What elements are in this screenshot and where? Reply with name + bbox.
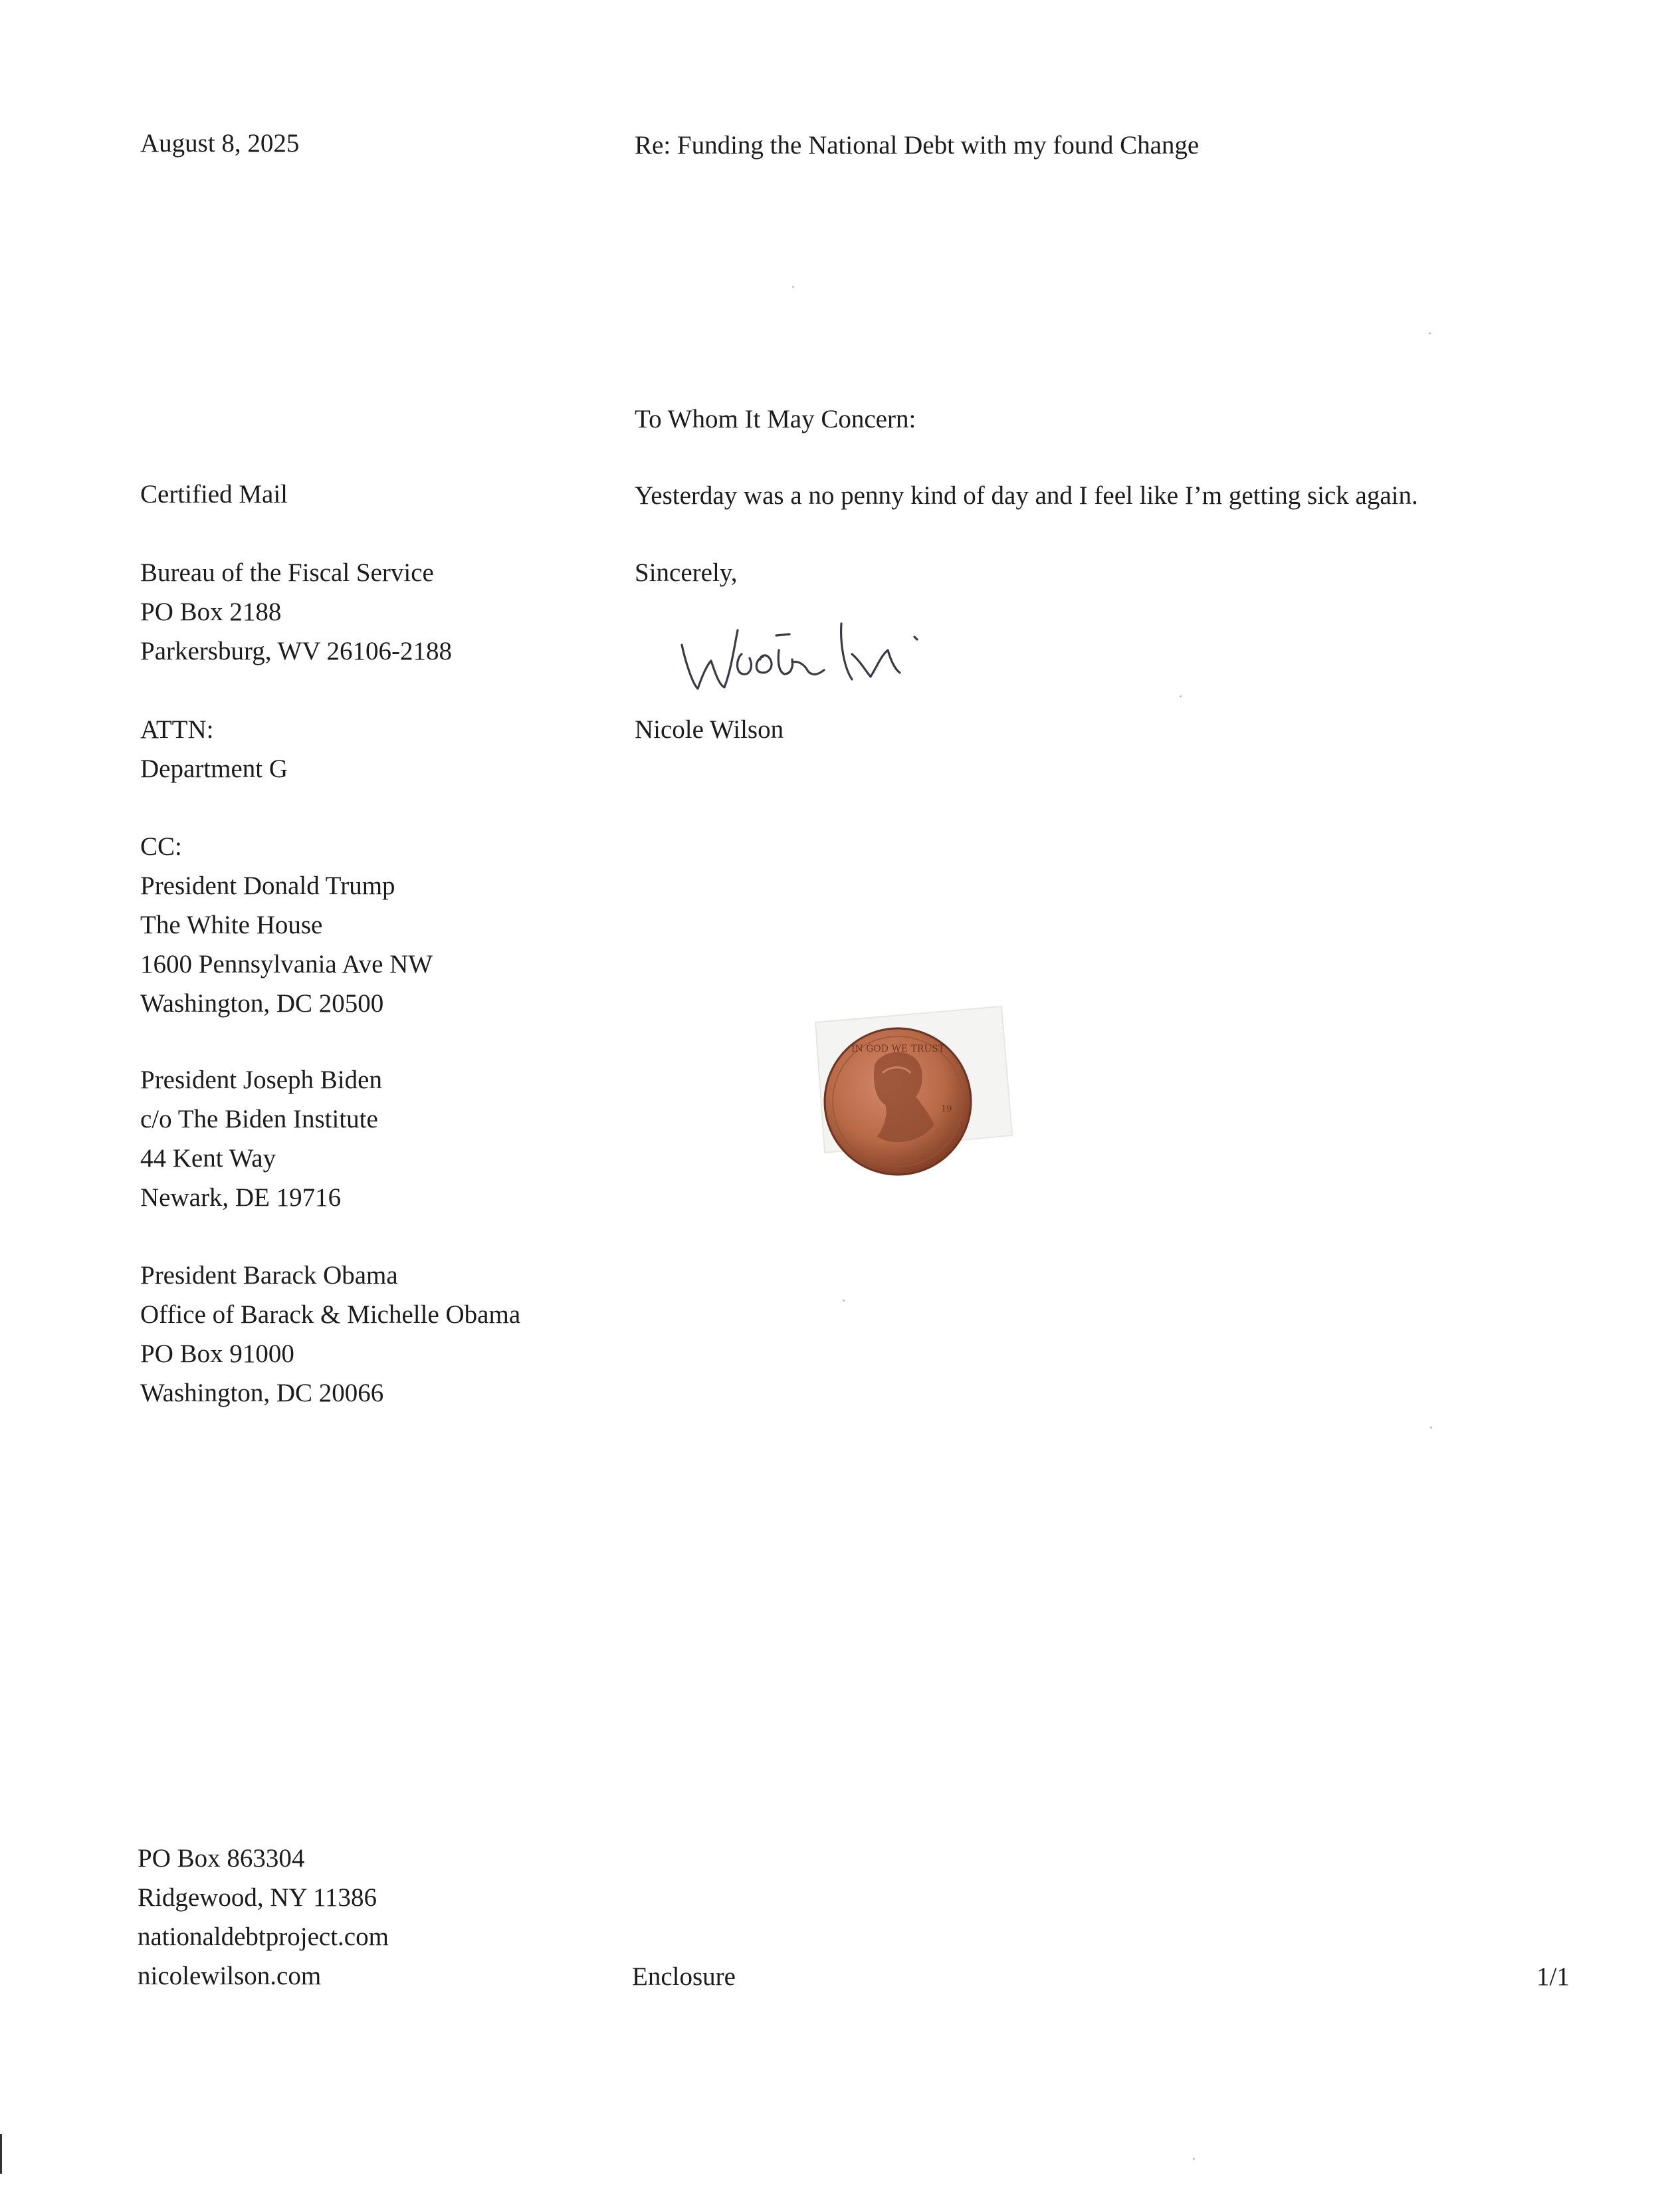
address-line: c/o The Biden Institute (140, 1105, 378, 1133)
recipient-address (140, 553, 452, 671)
address-line: PO Box 2188 (140, 598, 282, 626)
signer-name: Nicole Wilson (635, 715, 784, 744)
attention-block (140, 710, 288, 788)
address-line: President Joseph Biden (140, 1066, 382, 1094)
sender-address (138, 1839, 389, 1996)
address-line: The White House (140, 911, 323, 939)
page-number: 1/1 (1536, 1962, 1570, 1991)
address-line: 1600 Pennsylvania Ave NW (140, 950, 433, 979)
scan-speck (792, 286, 794, 288)
address-line: President Barack Obama (140, 1261, 398, 1290)
delivery-method: Certified Mail (140, 480, 288, 509)
attn-department: Department G (140, 754, 288, 783)
cc-obama-address (140, 1256, 520, 1413)
scan-speck (1193, 2158, 1195, 2160)
letter-date: August 8, 2025 (140, 129, 300, 158)
cc-biden-address (140, 1060, 382, 1217)
closing: Sincerely, (635, 558, 738, 587)
address-line: Washington, DC 20500 (140, 989, 384, 1018)
scan-speck (1430, 1427, 1432, 1429)
address-line: PO Box 91000 (140, 1339, 294, 1368)
scan-speck (1429, 332, 1431, 334)
letter-subject: Re: Funding the National Debt with my found Change (635, 131, 1200, 160)
enclosure-note: Enclosure (632, 1962, 736, 1991)
address-line: Parkersburg, WV 26106-2188 (140, 637, 453, 665)
scan-speck (1180, 695, 1182, 697)
cc-label: CC: (140, 832, 182, 861)
salutation: To Whom It May Concern: (635, 405, 916, 433)
svg-text:IN GOD WE TRUST: IN GOD WE TRUST (851, 1044, 945, 1054)
address-line: President Donald Trump (140, 871, 395, 900)
address-line: Office of Barack & Michelle Obama (140, 1300, 521, 1329)
svg-text:19: 19 (941, 1104, 952, 1114)
sender-line: PO Box 863304 (138, 1844, 305, 1873)
sender-website: nationaldebtproject.com (138, 1922, 389, 1951)
signature-icon (678, 610, 1003, 703)
address-line: 44 Kent Way (140, 1144, 276, 1173)
sender-website: nicolewilson.com (138, 1962, 322, 1990)
attn-label: ATTN: (140, 715, 214, 744)
scan-speck (843, 1300, 845, 1302)
scan-edge-mark (0, 2134, 2, 2174)
address-line: Washington, DC 20066 (140, 1379, 384, 1407)
penny-icon (821, 1025, 974, 1178)
cc-trump-address (140, 827, 433, 1023)
sender-line: Ridgewood, NY 11386 (138, 1883, 377, 1912)
address-line: Newark, DE 19716 (140, 1183, 342, 1212)
address-line: Bureau of the Fiscal Service (140, 558, 434, 587)
letter-body: Yesterday was a no penny kind of day and I feel like I’m getting sick again. (635, 481, 1418, 510)
